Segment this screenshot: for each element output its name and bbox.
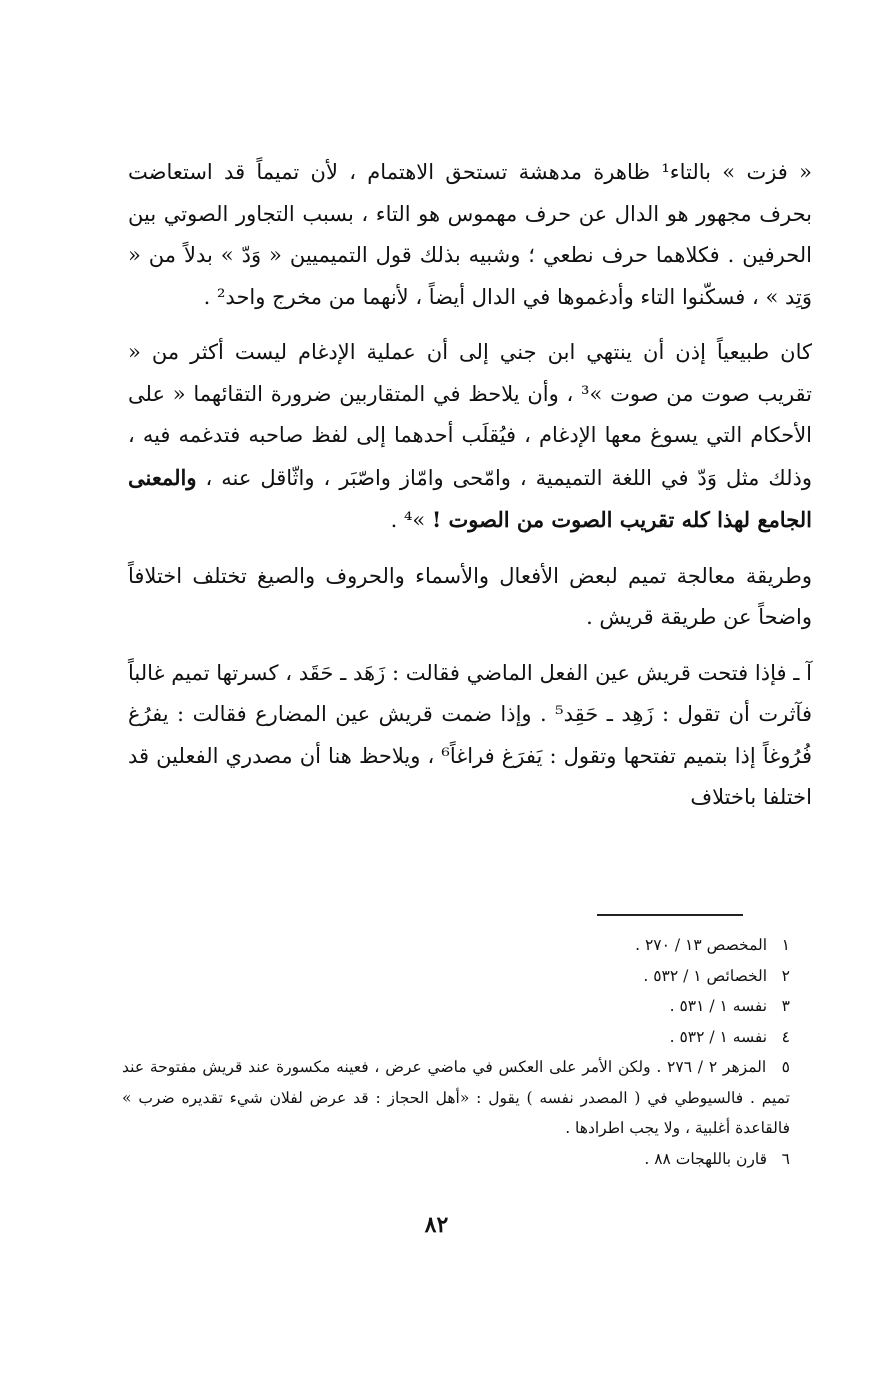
main-text <box>128 152 812 833</box>
footnote-number: ٤ <box>781 1027 790 1046</box>
footnote-text: نفسه ١ / ٥٣٢ . <box>669 1027 768 1046</box>
page-number: ٨٢ <box>424 1212 449 1238</box>
paragraph-2-bold: والمعنى الجامع لهذا كله تقريب الصوت من الصوت ! <box>128 464 812 532</box>
footnote-text: الخصائص ١ / ٥٣٢ . <box>643 966 768 985</box>
footnote-4 <box>122 1022 790 1053</box>
paragraph-4: آ ـ فإذا فتحت قريش عين الفعل الماضي فقالت : زَهَد ـ حَقَد ، كسرتها تميم غالباً فآثرت أن تقول : زَهِد ـ حَقِد⁵ . وإذا ضمت قريش عين المضارع فقالت : يفرُغ فُرُوغاً إذا بتميم تفتحها وتقول : يَفرَغ فراغاً⁶ ، ويلاحظ هنا أن مصدري الفعلين قد اختلفا باختلاف <box>128 660 812 809</box>
footnote-divider <box>597 914 743 916</box>
paragraph-2 <box>128 332 812 542</box>
footnote-number: ١ <box>781 936 790 954</box>
footnote-number: ٦ <box>781 1149 790 1168</box>
footnote-6 <box>122 1144 790 1175</box>
footnote-5 <box>122 1052 790 1144</box>
footnote-number: ٣ <box>781 997 790 1015</box>
paragraph-2-text: كان طبيعياً إذن أن ينتهي ابن جني إلى أن عملية الإدغام ليست أكثر من « تقريب صوت من صوت »³ ، وأن يلاحظ في المتقاربين ضرورة التقائهما « على الأحكام التي يسوغ معها الإدغام ، فيُقلَب أحدهما إلى لفظ صاحبه فتدغمه فيه ، وذلك مثل وَدّ في اللغة التميمية ، وامّحى وامّاز واصّبَر ، واثّاقل عنه ، <box>128 340 812 490</box>
footnote-2 <box>122 961 790 992</box>
footnote-3 <box>122 991 790 1022</box>
footnote-number: ٢ <box>781 966 790 985</box>
footnote-number: ٥ <box>781 1058 790 1076</box>
footnote-text: المزهر ٢ / ٢٧٦ . ولكن الأمر على العكس في ماضي عرض ، فعينه مكسورة عند قريش مفتوحة عند تميم . فالسيوطي في ( المصدر نفسه ) يقول : «أهل الحجاز : قد عرض لفلان شيء تقديره ضرب » فالقاعدة أغلبية ، ولا يجب اطرادها . <box>122 1058 790 1137</box>
paragraph-2-tail: »⁴ . <box>390 508 426 532</box>
footnote-text: المخصص ١٣ / ٢٧٠ . <box>635 936 768 954</box>
paragraph-1: « فزت » بالتاء¹ ظاهرة مدهشة تستحق الاهتمام ، لأن تميماً قد استعاضت بحرف مجهور هو الدال عن حرف مهموس هو التاء ، بسبب التجاور الصوتي بين الحرفين . فكلاهما حرف نطعي ؛ وشبيه بذلك قول التميميين « وَدّ » بدلاً من « وَتِد » ، فسكّنوا التاء وأدغموها في الدال أيضاً ، لأنهما من مخرج واحد² . <box>128 160 812 309</box>
footnote-1 <box>122 930 790 961</box>
footnote-text: نفسه ١ / ٥٣١ . <box>669 997 768 1015</box>
paragraph-3: وطريقة معالجة تميم لبعض الأفعال والأسماء والحروف والصيغ تختلف اختلافاً واضحاً عن طريقة قريش . <box>128 563 812 629</box>
footnotes <box>122 930 790 1174</box>
footnote-text: قارن باللهجات ٨٨ . <box>644 1149 768 1168</box>
